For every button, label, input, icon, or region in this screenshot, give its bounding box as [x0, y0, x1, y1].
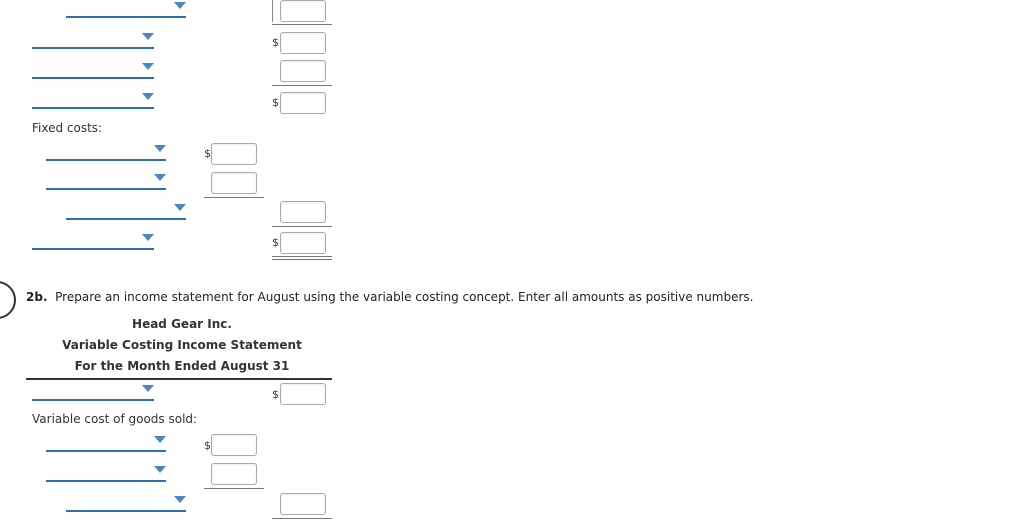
currency-symbol: $ [272, 388, 279, 401]
header-rule [26, 378, 332, 380]
chevron-down-icon [174, 496, 186, 503]
subtotal-rule [272, 24, 332, 25]
chevron-down-icon [154, 174, 166, 181]
currency-symbol: $ [272, 236, 279, 249]
subtotal-rule [272, 85, 332, 86]
double-rule-top [272, 256, 332, 257]
currency-symbol: $ [204, 439, 211, 452]
currency-symbol: $ [272, 36, 279, 49]
amount-input-1[interactable] [280, 0, 326, 22]
fixed-cost-dropdown-2[interactable] [46, 172, 166, 190]
fixed-costs-label: Fixed costs: [32, 121, 103, 135]
line-item-dropdown-2[interactable] [32, 31, 154, 49]
double-rule-bottom [272, 259, 332, 260]
amount-input-10[interactable] [211, 434, 257, 456]
question-number: 2b. [26, 290, 48, 304]
chevron-down-icon [154, 436, 166, 443]
company-name: Head Gear Inc. [132, 317, 232, 331]
variable-cogs-label: Variable cost of goods sold: [32, 412, 198, 426]
statement-period: For the Month Ended August 31 [74, 359, 290, 373]
line-item-dropdown-1[interactable] [66, 0, 186, 18]
chevron-down-icon [174, 2, 186, 9]
fixed-cost-total-dropdown[interactable] [66, 202, 186, 220]
chevron-down-icon [154, 145, 166, 152]
chevron-down-icon [142, 63, 154, 70]
subtotal-rule [204, 197, 264, 198]
amount-input-11[interactable] [211, 463, 257, 485]
question-text: Prepare an income statement for August using the variable costing concept. Enter all amounts as positive numbers. [55, 290, 754, 304]
sales-dropdown[interactable] [32, 383, 154, 401]
amount-input-2[interactable] [280, 32, 326, 54]
chevron-down-icon [154, 466, 166, 473]
amount-input-4[interactable] [280, 92, 326, 114]
subtotal-rule [272, 518, 332, 519]
amount-input-5[interactable] [211, 143, 257, 165]
chevron-down-icon [142, 93, 154, 100]
vcogs-dropdown-2[interactable] [46, 464, 166, 482]
fixed-cost-dropdown-1[interactable] [46, 143, 166, 161]
chevron-down-icon [174, 204, 186, 211]
amount-input-8[interactable] [280, 232, 326, 254]
chevron-down-icon [142, 385, 154, 392]
chevron-down-icon [142, 33, 154, 40]
question-prompt [26, 290, 753, 304]
vcogs-dropdown-1[interactable] [46, 434, 166, 452]
column-divider [272, 0, 273, 22]
statement-title: Variable Costing Income Statement [62, 338, 302, 352]
amount-input-9[interactable] [280, 383, 326, 405]
subtotal-rule [204, 488, 264, 489]
currency-symbol: $ [204, 147, 211, 160]
chevron-down-icon [142, 234, 154, 241]
line-item-dropdown-3[interactable] [32, 61, 154, 79]
amount-input-6[interactable] [211, 172, 257, 194]
amount-input-7[interactable] [280, 201, 326, 223]
line-item-dropdown-4[interactable] [32, 91, 154, 109]
vcogs-total-dropdown[interactable] [66, 494, 186, 512]
net-income-dropdown[interactable] [32, 232, 154, 250]
amount-input-12[interactable] [280, 493, 326, 515]
currency-symbol: $ [272, 96, 279, 109]
question-marker [0, 281, 16, 319]
amount-input-3[interactable] [280, 60, 326, 82]
subtotal-rule [272, 226, 332, 227]
